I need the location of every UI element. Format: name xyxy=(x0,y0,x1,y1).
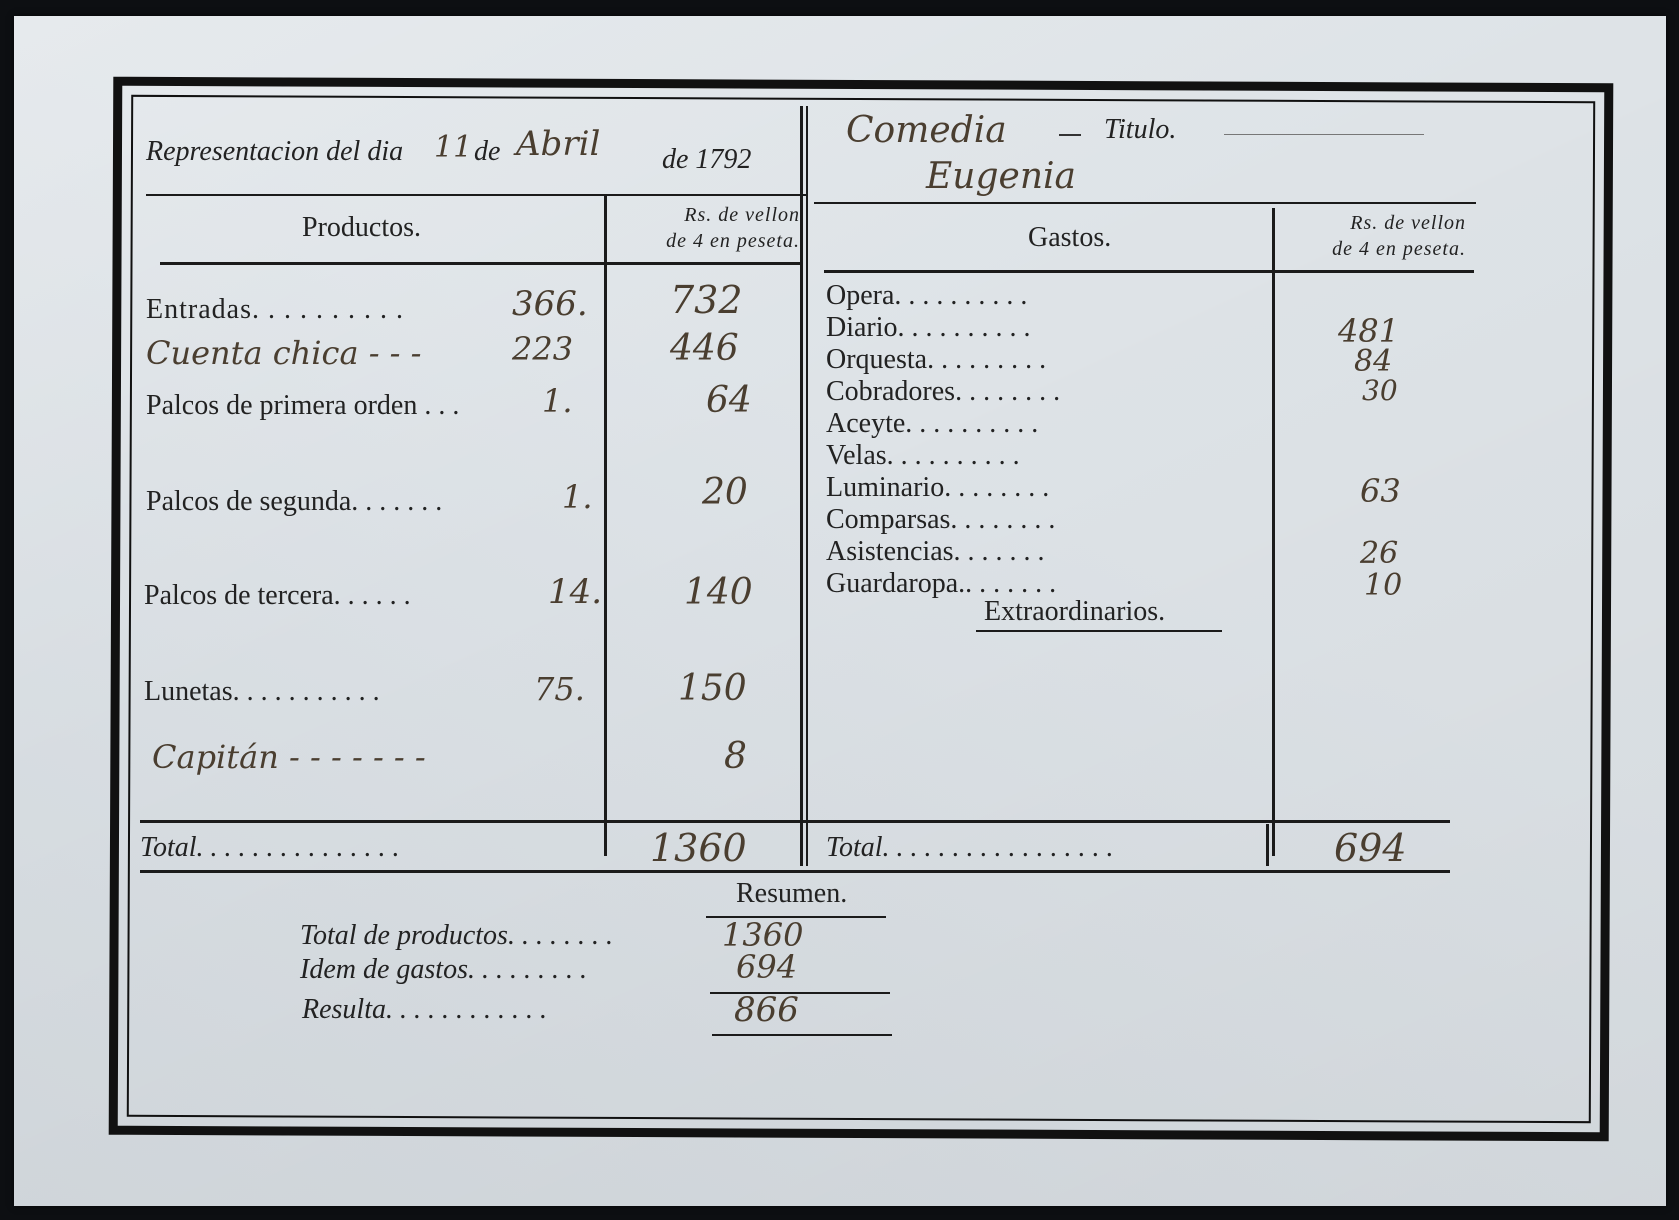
gasto-row-label: Velas. . . . . . . . . . xyxy=(826,440,1020,471)
idem-gastos-label: Idem de gastos. . . . . . . . . xyxy=(300,954,587,985)
gastos-total-value: 694 xyxy=(1334,826,1407,870)
productos-heading: Productos. xyxy=(302,212,421,243)
gastos-heading: Gastos. xyxy=(1028,222,1112,253)
gasto-row-label: Diario. . . . . . . . . . xyxy=(826,312,1031,343)
resulta-value: 866 xyxy=(734,990,799,1030)
product-row-count: 1. xyxy=(542,382,573,420)
product-row-label: Capitán - - - - - - - xyxy=(152,738,426,776)
gasto-row-label: Cobradores. . . . . . . . xyxy=(826,376,1061,407)
paper-sheet xyxy=(14,16,1666,1206)
center-divider-inner xyxy=(806,106,808,866)
rule xyxy=(976,630,1222,632)
unit-line: de 4 en peseta. xyxy=(1332,238,1466,260)
totals-rule-top xyxy=(140,820,1450,823)
gasto-row-amount: 30 xyxy=(1362,374,1398,407)
gasto-row-amount: 84 xyxy=(1354,344,1393,379)
extraordinarios-label: Extraordinarios. xyxy=(984,596,1166,627)
resumen-heading: Resumen. xyxy=(736,878,848,909)
gastos-unit xyxy=(1286,210,1466,262)
total-productos-label: Total de productos. . . . . . . . xyxy=(300,920,613,951)
productos-unit xyxy=(620,202,800,254)
product-row-label: Palcos de segunda. . . . . . . xyxy=(146,486,443,517)
product-row-amount: 64 xyxy=(706,380,752,421)
product-row-count: 14. xyxy=(548,572,603,612)
title-rule xyxy=(1224,134,1424,135)
product-row-amount: 446 xyxy=(670,328,739,369)
day-value: 11 xyxy=(434,130,473,165)
rule xyxy=(146,194,806,196)
rule xyxy=(160,262,800,265)
product-row-label: Palcos de primera orden . . . xyxy=(146,390,460,421)
gasto-row-label: Orquesta. . . . . . . . . xyxy=(826,344,1047,375)
gasto-row-label: Asistencias. . . . . . . xyxy=(826,536,1045,567)
unit-line: de 4 en peseta. xyxy=(666,230,800,252)
totals-rule-bottom xyxy=(140,870,1450,873)
gastos-total-label: Total. . . . . . . . . . . . . . . . . xyxy=(826,832,1114,863)
product-row-count: 366. xyxy=(512,284,588,324)
product-row-count: 1. xyxy=(562,478,593,516)
gastos-col-divider xyxy=(1272,208,1275,856)
genre-value: Comedia xyxy=(846,110,1007,151)
product-row-count: 223 xyxy=(512,330,574,368)
product-row-amount: 732 xyxy=(670,278,743,322)
unit-line: Rs. de vellon xyxy=(684,204,800,226)
rule xyxy=(712,1034,892,1036)
total-productos-value: 1360 xyxy=(722,916,804,954)
gasto-row-amount: 481 xyxy=(1338,312,1400,350)
product-row-amount: 140 xyxy=(684,572,753,613)
idem-gastos-value: 694 xyxy=(736,948,798,986)
product-row-label: Cuenta chica - - - xyxy=(146,334,422,372)
gasto-row-label: Luminario. . . . . . . . xyxy=(826,472,1050,503)
productos-total-label: Total. . . . . . . . . . . . . . . xyxy=(140,832,400,863)
center-divider xyxy=(800,106,803,866)
productos-col-divider xyxy=(604,196,607,856)
unit-line: Rs. de vellon xyxy=(1350,212,1466,234)
rule xyxy=(814,202,1476,204)
gasto-row-label: Comparsas. . . . . . . . xyxy=(826,504,1056,535)
product-row-amount: 150 xyxy=(678,668,747,709)
dash xyxy=(1059,134,1081,136)
rule xyxy=(824,270,1474,273)
gasto-row-label: Guardaropa.. . . . . . . xyxy=(826,568,1057,599)
year-label: de 1792 xyxy=(662,144,752,175)
gasto-row-label: Opera. . . . . . . . . . xyxy=(826,280,1028,311)
product-row-amount: 20 xyxy=(702,472,748,513)
titulo-label: Titulo. xyxy=(1104,114,1177,145)
title-value: Eugenia xyxy=(926,156,1076,197)
gasto-row-amount: 63 xyxy=(1360,472,1401,510)
productos-total-value: 1360 xyxy=(650,826,747,870)
month-value: Abril xyxy=(516,124,601,164)
product-row-label: Palcos de tercera. . . . . . xyxy=(144,580,411,611)
gasto-row-amount: 26 xyxy=(1360,536,1399,571)
resulta-label: Resulta. . . . . . . . . . . . xyxy=(302,994,547,1025)
product-row-label: Lunetas. . . . . . . . . . . xyxy=(144,676,380,707)
de-label: de xyxy=(474,136,501,167)
product-row-label: Entradas. . . . . . . . . . xyxy=(146,294,404,325)
totals-divider xyxy=(1266,824,1269,866)
product-row-count: 75. xyxy=(534,670,585,708)
product-row-amount: 8 xyxy=(724,736,747,777)
gasto-row-label: Aceyte. . . . . . . . . . xyxy=(826,408,1039,439)
representacion-label: Representacion del dia xyxy=(146,136,404,167)
gasto-row-amount: 10 xyxy=(1364,568,1403,603)
